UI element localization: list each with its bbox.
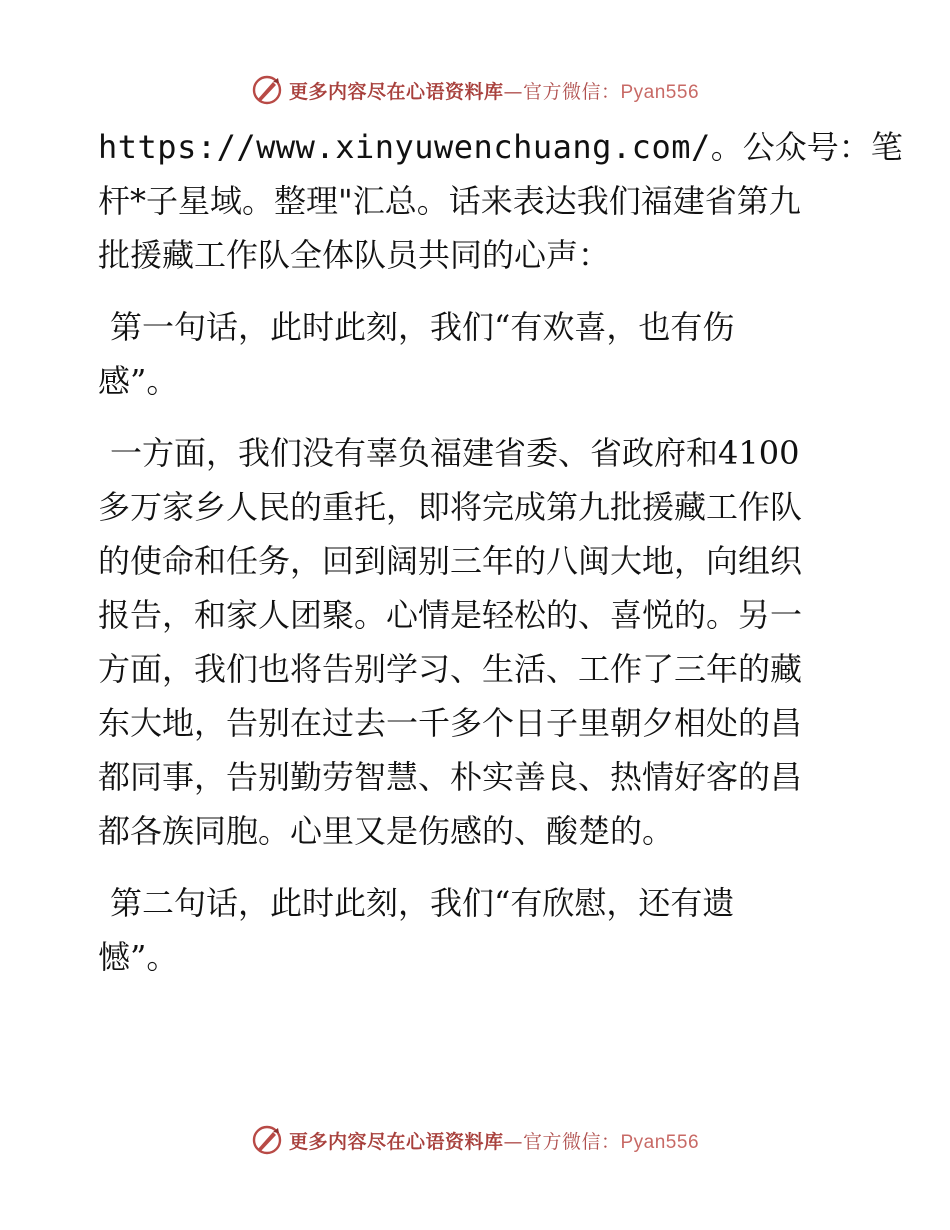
header-banner — [0, 70, 950, 110]
paragraph-4 — [98, 876, 858, 984]
header-banner-wechat-label: 官方微信： — [522, 80, 621, 103]
footer-banner-dash: — — [503, 1130, 523, 1153]
text-line: 东大地，告别在过去一千多个日子里朝夕相处的昌 — [98, 704, 803, 742]
text-line: 感”。 — [98, 362, 179, 400]
website-url: https://www.xinyuwenchuang.com/ — [98, 128, 711, 166]
text-line: 杆*子星域。整理"汇总。话来表达我们福建省第九 — [98, 182, 801, 220]
text-line: 憾”。 — [98, 938, 179, 976]
header-banner-title: 更多内容尽在心语资料库 — [288, 80, 504, 103]
header-banner-wechat-id: Pyan556 — [620, 81, 700, 103]
quill-pen-logo-icon — [251, 1124, 283, 1156]
text-line-rest: 。公众号：笔 — [710, 128, 903, 166]
text-line: 方面，我们也将告别学习、生活、工作了三年的藏 — [98, 650, 803, 688]
paragraph-3 — [98, 426, 858, 858]
footer-banner-wechat-label: 官方微信： — [522, 1130, 621, 1153]
text-line: 多万家乡人民的重托，即将完成第九批援藏工作队 — [98, 488, 803, 526]
text-line: 报告，和家人团聚。心情是轻松的、喜悦的。另一 — [98, 596, 803, 634]
footer-banner — [0, 1120, 950, 1160]
text-line: 的使命和任务，回到阔别三年的八闽大地，向组织 — [98, 542, 803, 580]
paragraph-2 — [98, 300, 858, 408]
header-banner-dash: — — [503, 80, 523, 103]
footer-banner-title: 更多内容尽在心语资料库 — [288, 1130, 504, 1153]
header-banner-text — [289, 77, 699, 104]
text-line: 都各族同胞。心里又是伤感的、酸楚的。 — [98, 812, 675, 850]
footer-banner-wechat-id: Pyan556 — [620, 1131, 700, 1153]
document-body — [98, 120, 903, 984]
quill-pen-logo-icon — [251, 74, 283, 106]
text-line: 第二句话，此时此刻，我们“有欣慰，还有遗 — [110, 884, 735, 922]
text-line: 批援藏工作队全体队员共同的心声： — [98, 236, 611, 274]
text-line: 一方面，我们没有辜负福建省委、省政府和4100 — [110, 434, 800, 472]
text-line — [98, 120, 903, 174]
text-line: 都同事，告别勤劳智慧、朴实善良、热情好客的昌 — [98, 758, 803, 796]
text-line: 第一句话，此时此刻，我们“有欢喜，也有伤 — [110, 308, 735, 346]
footer-banner-text — [289, 1127, 699, 1154]
paragraph-1 — [98, 120, 903, 282]
